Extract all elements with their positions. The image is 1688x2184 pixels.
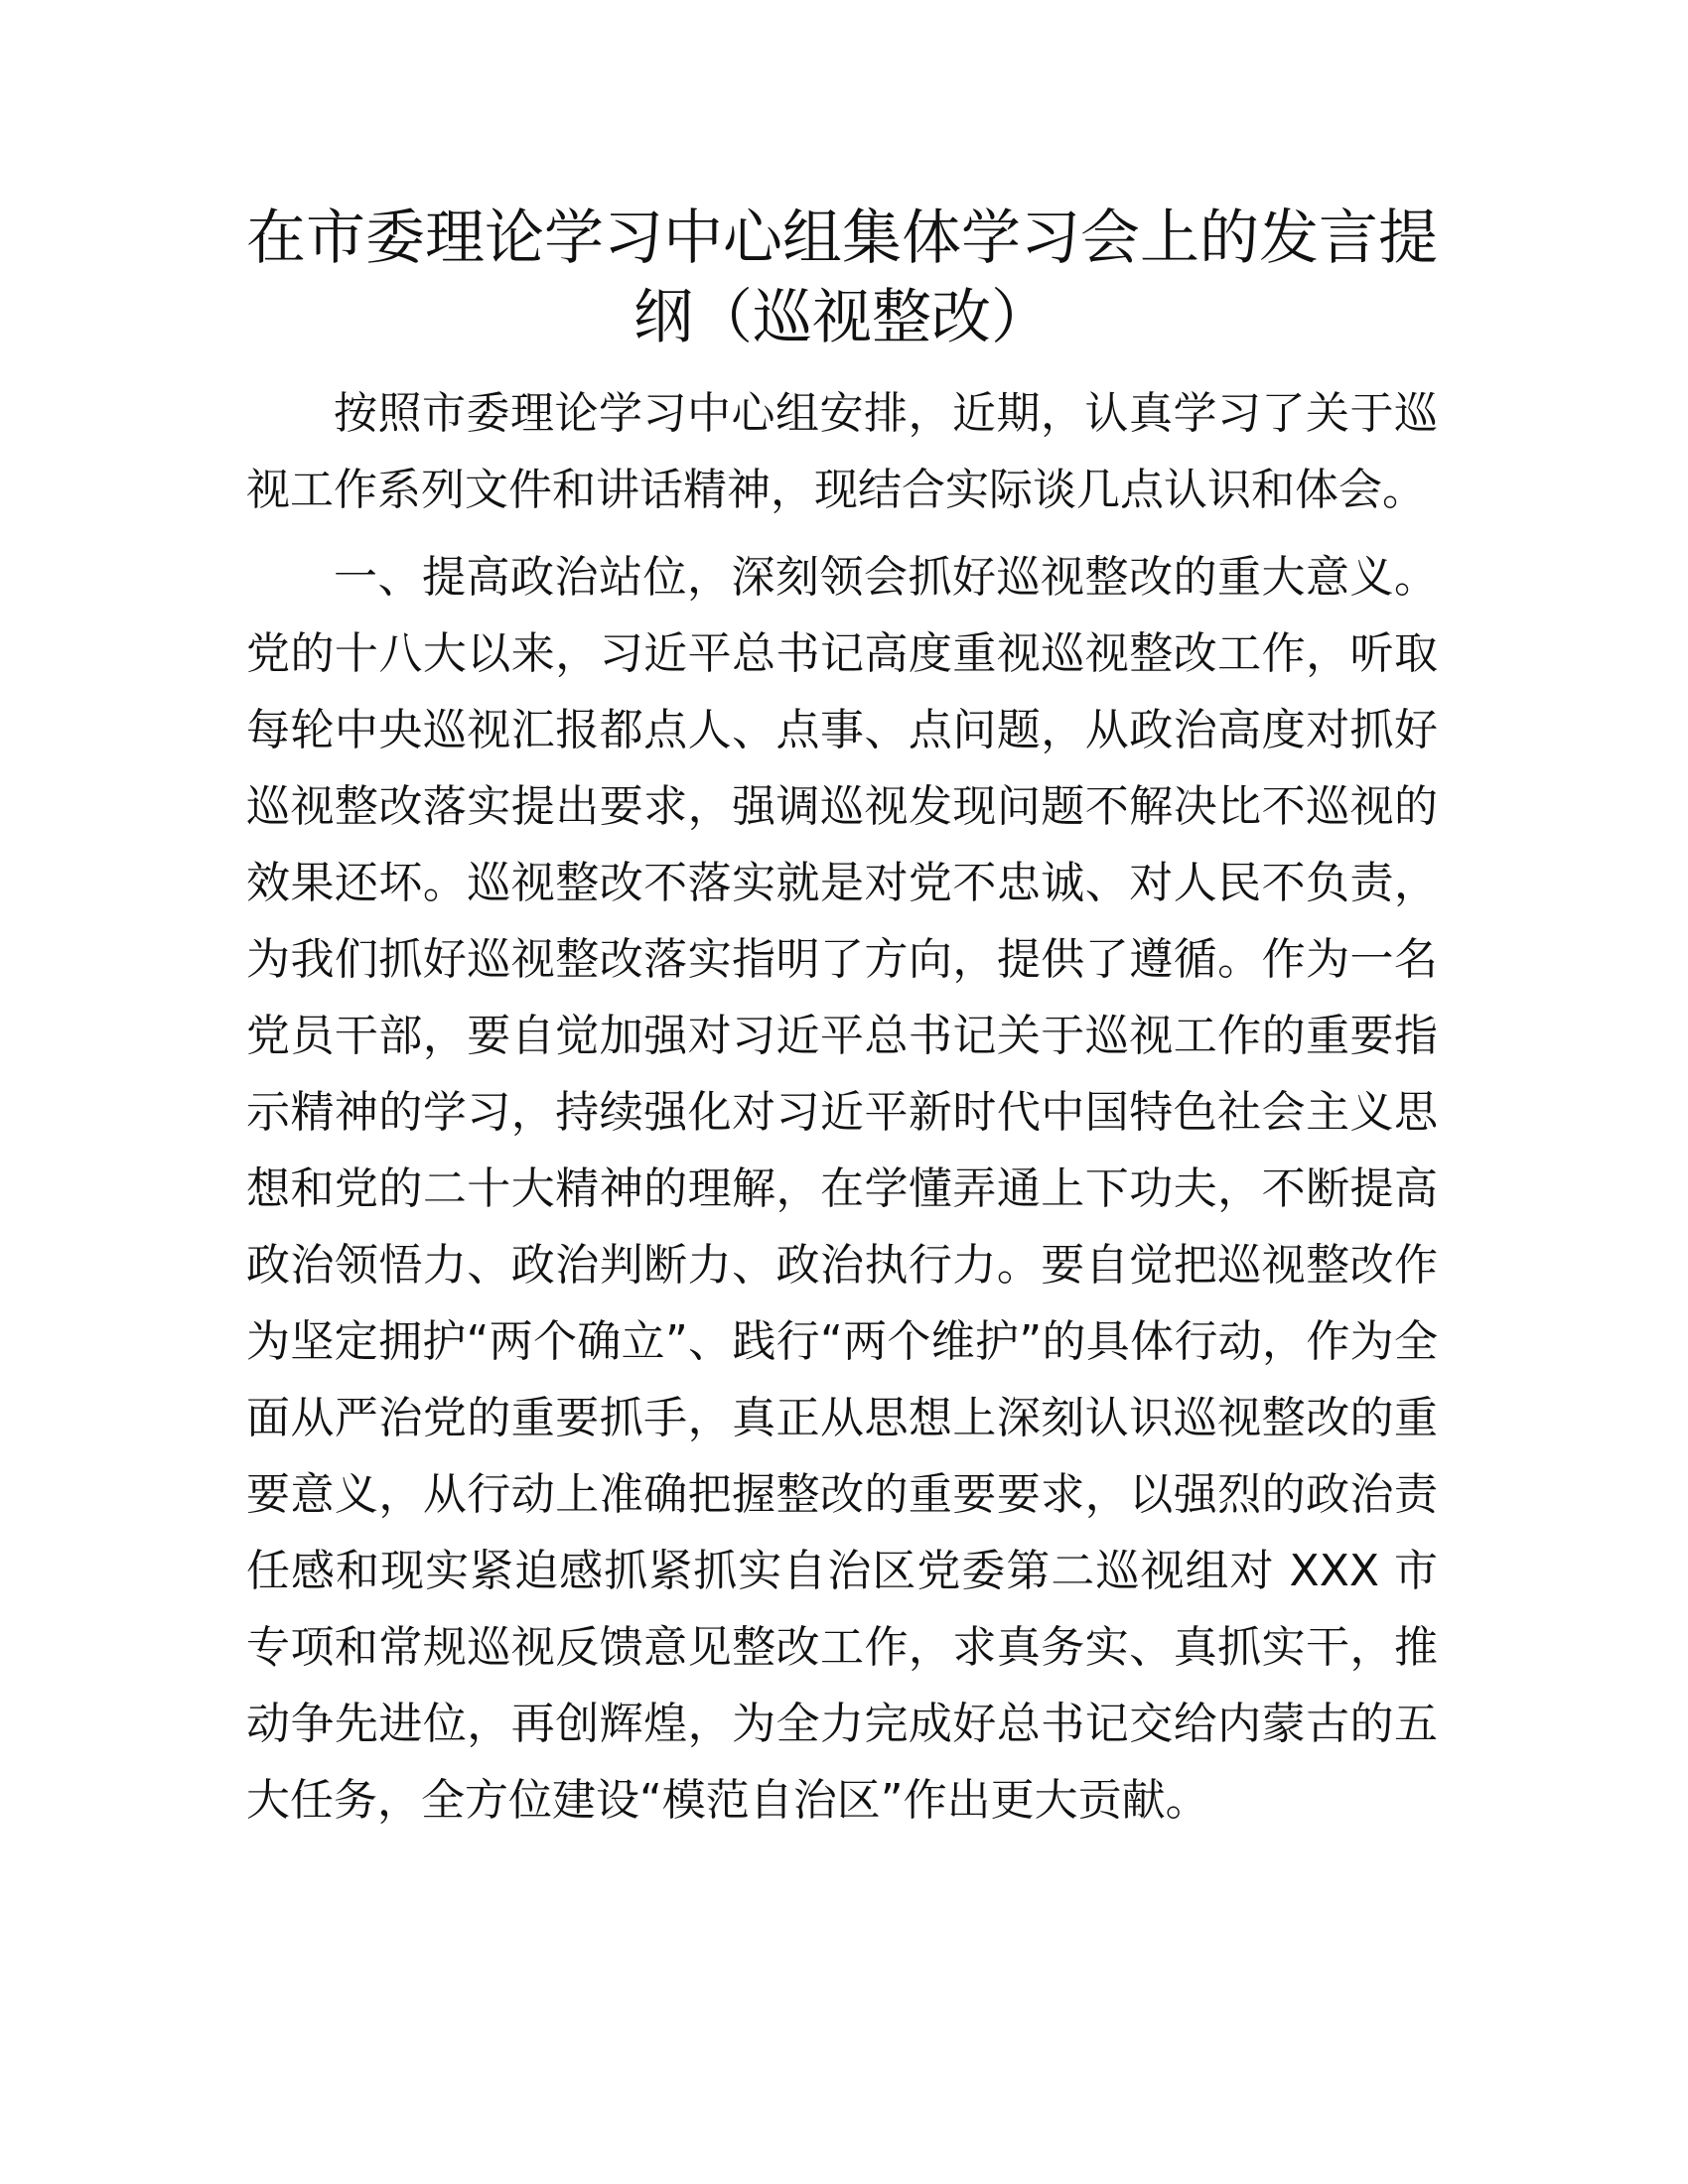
- intro-paragraph: 按照市委理论学习中心组安排，近期，认真学习了关于巡视工作系列文件和讲话精神，现结合实际谈几点认识和体会。: [246, 388, 1438, 515]
- document-body: [246, 199, 1438, 1839]
- document-title: 在市委理论学习中心组集体学习会上的发言提纲（巡视整改）: [246, 204, 1438, 352]
- section-one-paragraph: 一、提高政治站位，深刻领会抓好巡视整改的重大意义。党的十八大以来，习近平总书记高度重视巡视整改工作，听取每轮中央巡视汇报都点人、点事、点问题，从政治高度对抓好巡视整改落实提出要求，强调巡视发现问题不解决比不巡视的效果还坏。巡视整改不落实就是对党不忠诚、对人民不负责，为我们抓好巡视整改落实指明了方向，提供了遵循。作为一名党员干部，要自觉加强对习近平总书记关于巡视工作的重要指示精神的学习，持续强化对习近平新时代中国特色社会主义思想和党的二十大精神的理解，在学懂弄通上下功夫，不断提高政治领悟力、政治判断力、政治执行力。要自觉把巡视整改作为坚定拥护“两个确立”、践行“两个维护”的具体行动，作为全面从严治党的重要抓手，真正从思想上深刻认识巡视整改的重要意义，从行动上准确把握整改的重要要求，以强烈的政治责任感和现实紧迫感抓紧抓实自治区党委第二巡视组对 XXX 市专项和常规巡视反馈意见整改工作，求真务实、真抓实干，推动争先进位，再创辉煌，为全力完成好总书记交给内蒙古的五大任务，全方位建设“模范自治区”作出更大贡献。: [246, 552, 1438, 1826]
